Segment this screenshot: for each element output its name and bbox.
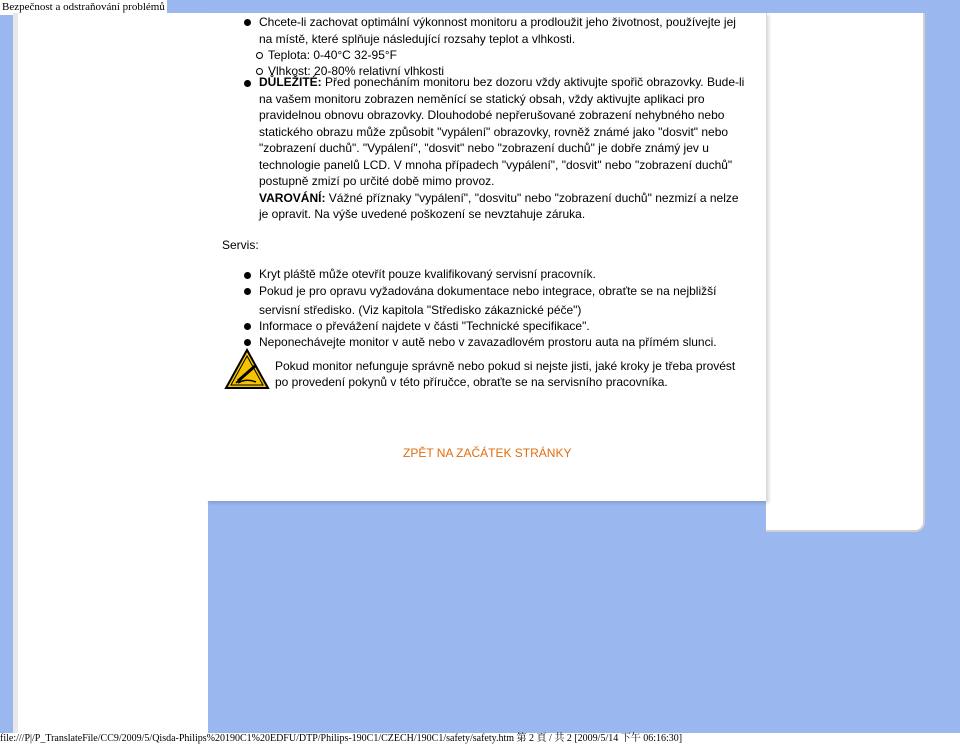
notice-line-2: po provedení pokynů v této příručce, obraťte se na servisního pracovníka. bbox=[275, 375, 668, 389]
bullet-icon bbox=[244, 19, 251, 26]
servis-label: Servis: bbox=[222, 238, 259, 252]
warning-label: VAROVÁNÍ: bbox=[259, 191, 326, 205]
important-line-6: technologie panelů LCD. V mnoha případech "vypálení", "dosvit" nebo "zobrazení duchů" bbox=[259, 158, 733, 172]
footer-path: file:///P|/P_TranslateFile/CC9/2009/5/Qisda-Philips%20190C1%20EDFU/DTP/Philips-190C1/CZECH/190C1/safety/safety.htm 第 2 頁 / 共 2 [2009/5/14 下午 06:16:30] bbox=[0, 733, 960, 745]
notice-line-1: Pokud monitor nefunguje správně nebo pokud si nejste jisti, jaké kroky je třeba provést bbox=[275, 359, 736, 373]
bullet-icon bbox=[244, 80, 251, 87]
left-nav-panel bbox=[18, 13, 208, 733]
bullet-icon bbox=[244, 288, 251, 295]
bullet-icon bbox=[244, 323, 251, 330]
page-header-title: Bezpečnost a odstraňování problémů bbox=[2, 1, 165, 13]
bullet-icon bbox=[244, 272, 251, 279]
sub-bullet-icon bbox=[256, 52, 263, 59]
important-line-2: na vašem monitoru zobrazen neměnící se statický obsah, vždy aktivujte aplikaci pro bbox=[259, 92, 705, 106]
warning-text: Vážné příznaky "vypálení", "dosvitu" nebo "zobrazení duchů" nezmizí a nelze bbox=[325, 191, 739, 205]
servis-item-1: Kryt pláště může otevřít pouze kvalifikovaný servisní pracovník. bbox=[259, 267, 596, 281]
important-line-4: statického obrazu může způsobit "vypálení" obrazovky, rovněž známé jako "dosvit" nebo bbox=[259, 125, 729, 139]
important-label: DŮLEŽITÉ: bbox=[259, 75, 322, 89]
care-bullet-line-1: Chcete-li zachovat optimální výkonnost monitoru a prodloužit jeho životnost, používejte jej bbox=[259, 15, 736, 29]
servis-item-2-line-1: Pokud je pro opravu vyžadována dokumentace nebo integrace, obraťte se na nejbližší bbox=[259, 284, 717, 298]
important-line-7: postupně zmizí po určité době mimo provoz. bbox=[259, 174, 495, 188]
temperature-spec: Teplota: 0-40°C 32-95°F bbox=[268, 48, 397, 62]
important-line-5: "zobrazení duchů". "Vypálení", "dosvit" nebo "zobrazení duchů" je dobře známý jev u bbox=[259, 141, 709, 155]
back-to-top-link[interactable]: ZPĚT NA ZAČÁTEK STRÁNKY bbox=[403, 446, 572, 460]
servis-item-4: Neponechávejte monitor v autě nebo v zavazadlovém prostoru auta na přímém slunci. bbox=[259, 335, 717, 349]
servis-item-2-line-2: servisní středisko. (Viz kapitola "Středisko zákaznické péče") bbox=[259, 303, 582, 317]
care-bullet-line-2: na místě, které splňuje následující rozsahy teplot a vlhkosti. bbox=[259, 32, 576, 46]
bullet-icon bbox=[244, 339, 251, 346]
right-margin-panel bbox=[766, 13, 925, 532]
warning-pen-icon bbox=[224, 348, 270, 390]
important-line-3: pravidelnou obnovu obrazovky. Dlouhodobé nepřerušované zobrazení nehybného nebo bbox=[259, 108, 725, 122]
warning-line-1 bbox=[259, 190, 739, 207]
important-text: Před ponecháním monitoru bez dozoru vždy aktivujte spořič obrazovky. Bude-li bbox=[321, 75, 745, 89]
warning-line-2: je opravit. Na výše uvedené poškození se nevztahuje záruka. bbox=[259, 207, 586, 221]
servis-item-3: Informace o převážení najdete v části "Technické specifikace". bbox=[259, 319, 590, 333]
humidity-spec: Vlhkost: 20-80% relativní vlhkosti bbox=[268, 64, 445, 78]
important-line-1 bbox=[259, 74, 744, 91]
